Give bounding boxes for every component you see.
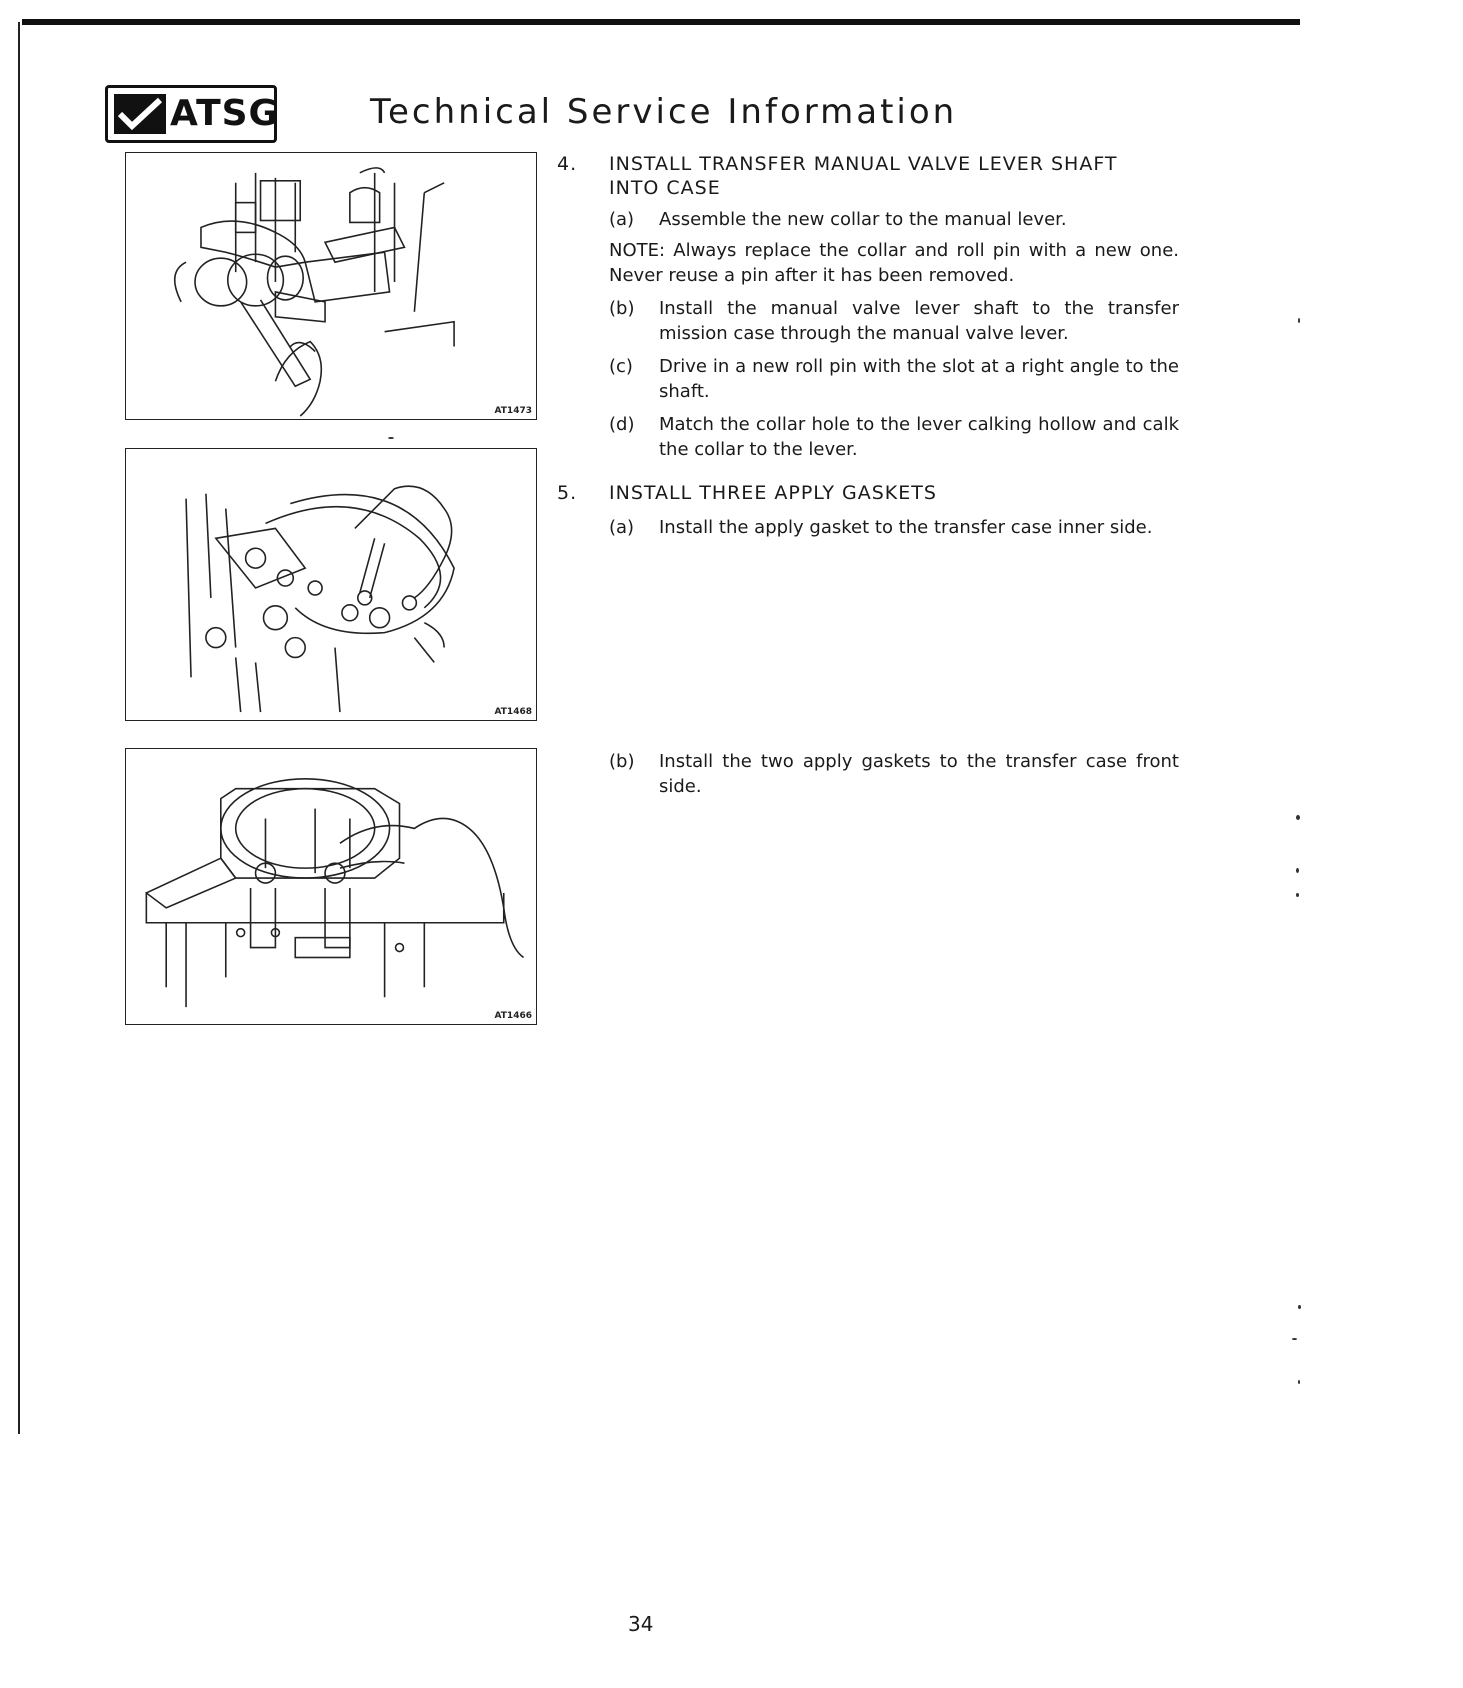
item-text: Install the manual valve lever shaft to the transfer mission case through the manual valve lever. xyxy=(659,298,1179,344)
note-text: NOTE: Always replace the collar and roll pin with a new one. Never reuse a pin after it has been removed. xyxy=(609,240,1179,286)
item-letter: (b) xyxy=(609,298,635,319)
step-number: 4. xyxy=(557,153,578,175)
logo-text: ATSG xyxy=(170,93,280,134)
step-title: INSTALL THREE APPLY GASKETS xyxy=(609,482,937,504)
item-letter: (d) xyxy=(609,414,635,435)
page-number: 34 xyxy=(628,1612,654,1636)
step-5-heading xyxy=(557,481,1157,507)
illustration-inner-apply-gasket xyxy=(126,449,536,720)
figure-code: AT1473 xyxy=(494,406,532,416)
step-title: INSTALL TRANSFER MANUAL VALVE LEVER SHAFT INTO CASE xyxy=(609,153,1118,199)
step-4-heading xyxy=(557,152,1157,202)
item-letter: (a) xyxy=(609,517,635,538)
item-text: Match the collar hole to the lever calking hollow and calk the collar to the lever. xyxy=(659,414,1179,460)
illustration-hammer-roll-pin xyxy=(126,153,536,419)
checkmark-icon xyxy=(114,94,166,134)
top-border-rule xyxy=(22,19,1300,25)
left-border-rule xyxy=(18,22,20,1434)
item-letter: (a) xyxy=(609,209,635,230)
figure-front-gaskets xyxy=(125,748,537,1025)
item-text: Assemble the new collar to the manual lever. xyxy=(659,209,1067,230)
page-title: Technical Service Information xyxy=(370,92,958,132)
item-text: Install the apply gasket to the transfer case inner side. xyxy=(659,517,1153,538)
step-number: 5. xyxy=(557,482,578,504)
atsg-logo xyxy=(105,85,280,143)
item-letter: (c) xyxy=(609,356,633,377)
figure-inner-gasket xyxy=(125,448,537,721)
item-letter: (b) xyxy=(609,751,635,772)
figure-code: AT1468 xyxy=(494,707,532,717)
item-text: Drive in a new roll pin with the slot at a right angle to the shaft. xyxy=(659,356,1179,402)
item-text: Install the two apply gaskets to the transfer case front side. xyxy=(659,751,1179,797)
figure-code: AT1466 xyxy=(494,1011,532,1021)
illustration-front-apply-gaskets xyxy=(126,749,536,1024)
figure-manual-lever-pin xyxy=(125,152,537,420)
